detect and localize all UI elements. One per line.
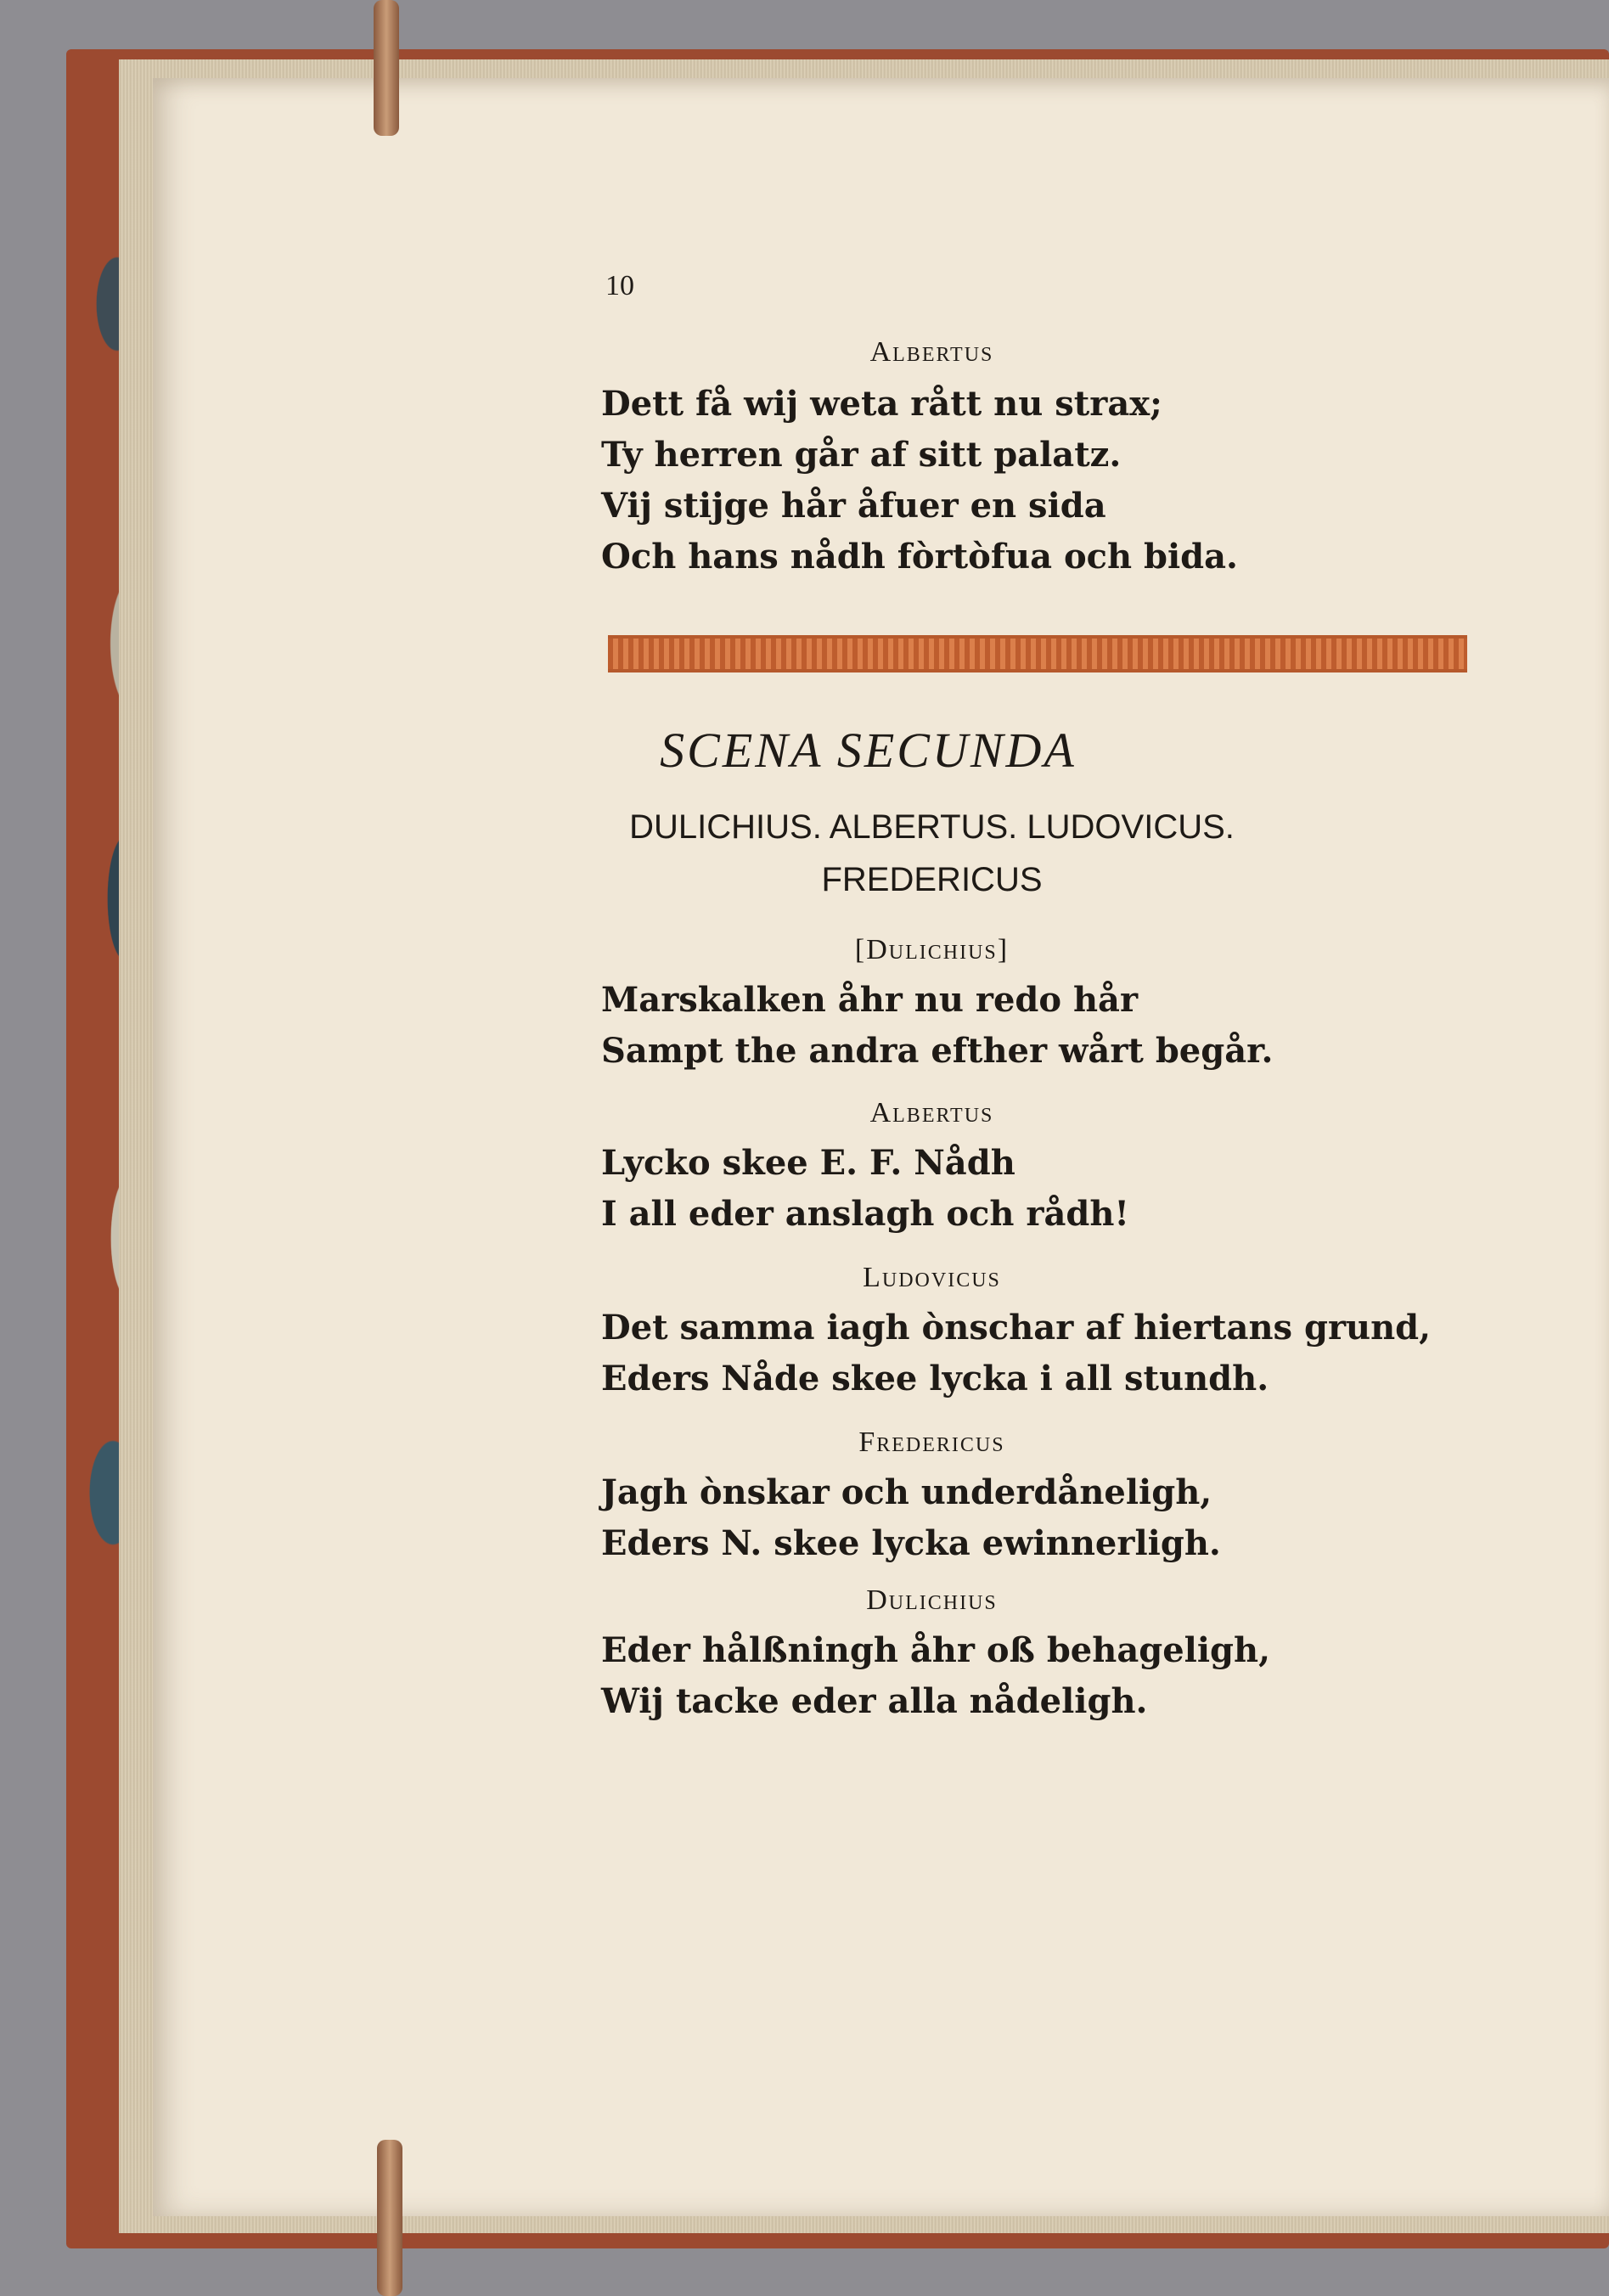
verse-line: Och hans nådh fòrtòfua och bida. [601,537,1238,577]
scene-title: SCENA SECUNDA [660,723,1077,778]
verse-block-5 [601,1467,1221,1569]
speaker-albertus-2: Albertus [869,1097,994,1128]
verse-block-6 [601,1625,1270,1727]
verse-line: Det samma iagh ònschar af hiertans grund, [601,1308,1432,1348]
verse-block-3 [601,1138,1129,1240]
verse-line: Wij tacke eder alla nådeligh. [601,1681,1148,1721]
verse-line: Eder hålßningh åhr oß behageligh, [601,1630,1271,1670]
speaker-albertus: Albertus [869,336,994,368]
verse-line: Ty herren går af sitt palatz. [601,435,1122,475]
verse-block-1 [601,379,1238,582]
verse-line: Marskalken åhr nu redo hår [601,980,1139,1020]
cast-line-2: FREDERICUS [821,861,1043,898]
verse-line: Eders Nåde skee lycka i all stundh. [601,1359,1269,1398]
verse-line: Vij stijge hår åfuer en sida [601,486,1106,526]
verse-block-2 [601,975,1273,1077]
verse-line: Dett få wij weta rått nu strax; [601,384,1162,424]
verse-line: Lycko skee E. F. Nådh [601,1143,1015,1183]
speaker-dulichius-2: Dulichius [866,1584,998,1616]
speaker-ludovicus: Ludovicus [863,1262,1001,1293]
verse-line: Eders N. skee lycka ewinnerligh. [601,1523,1221,1563]
verse-line: Jagh ònskar och underdåneligh, [601,1472,1212,1512]
verse-line: I all eder anslagh och rådh! [601,1194,1129,1234]
verse-line: Sampt the andra efther wårt begår. [601,1031,1274,1071]
page-number: 10 [605,270,634,301]
speaker-dulichius: [Dulichius] [854,934,1010,965]
verse-block-4 [601,1303,1431,1404]
speaker-fredericus: Fredericus [858,1427,1005,1458]
ornament-divider [608,635,1467,672]
cast-line-1: DULICHIUS. ALBERTUS. LUDOVICUS. [629,808,1235,846]
